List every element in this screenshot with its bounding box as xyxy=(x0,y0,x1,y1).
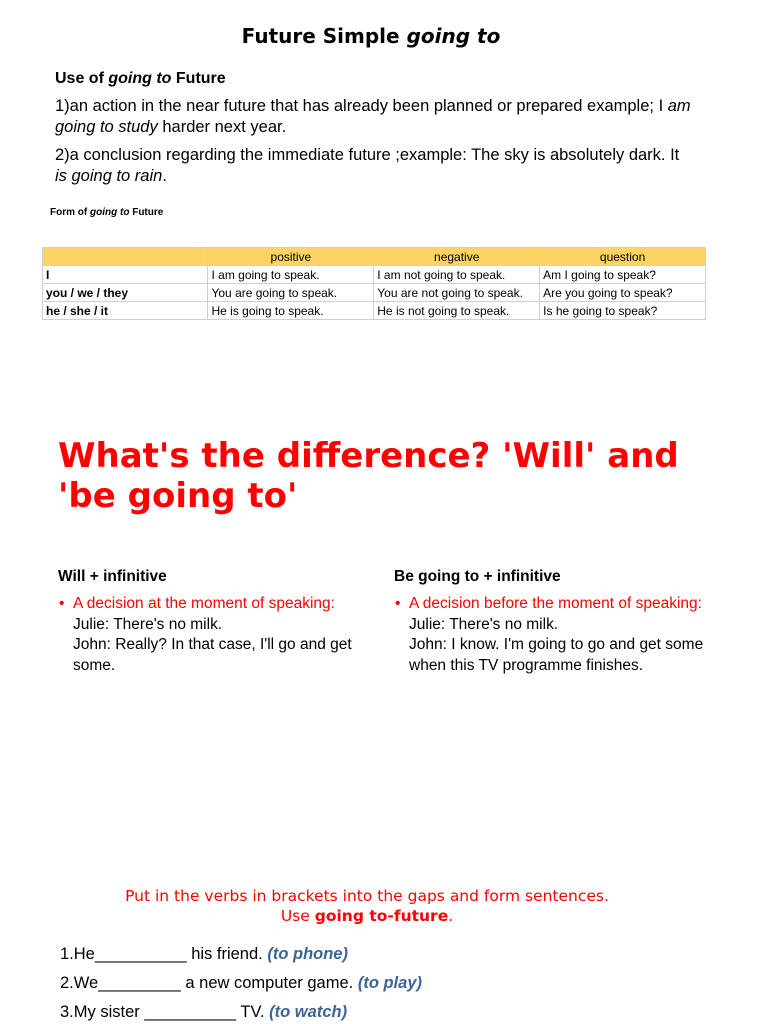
table-cell-pronoun: you / we / they xyxy=(43,284,208,302)
table-header-row xyxy=(43,248,706,266)
table-cell: I am not going to speak. xyxy=(374,266,540,284)
will-explanation xyxy=(59,594,373,676)
table-header-cell: negative xyxy=(374,248,540,266)
use-item-2-pre: 2)a conclusion regarding the immediate future ;example: The sky is absolutely dark. It xyxy=(55,146,680,164)
table-cell: I am going to speak. xyxy=(208,266,374,284)
use-item-2-post: . xyxy=(162,167,167,185)
table-cell: Are you going to speak? xyxy=(540,284,706,302)
going-to-heading: Be going to + infinitive xyxy=(394,568,561,585)
table-cell: He is going to speak. xyxy=(208,302,374,320)
exercise-hint: (to play) xyxy=(357,974,422,992)
use-item-1 xyxy=(55,96,695,138)
exercise-text: 1.He__________ his friend. xyxy=(60,945,263,963)
difference-heading: What's the difference? 'Will' and 'be going to' xyxy=(58,436,679,516)
instruction-line-2-post: . xyxy=(448,907,454,925)
going-to-explanation xyxy=(395,594,709,676)
table-row xyxy=(43,266,706,284)
table-cell: Am I going to speak? xyxy=(540,266,706,284)
table-cell-pronoun: I xyxy=(43,266,208,284)
exercise-text: 3.My sister __________ TV. xyxy=(60,1003,265,1021)
use-item-1-example: am going to study xyxy=(55,97,691,136)
exercise-text: 2.We_________ a new computer game. xyxy=(60,974,354,992)
table-cell: He is not going to speak. xyxy=(374,302,540,320)
use-heading-pre: Use of xyxy=(55,70,104,87)
form-caption xyxy=(50,207,163,218)
table-header-cell: question xyxy=(540,248,706,266)
table-row xyxy=(43,302,706,320)
use-item-1-post: harder next year. xyxy=(162,118,287,136)
exercise-instruction xyxy=(0,886,734,926)
will-dialogue-line-1: Julie: There's no milk. xyxy=(73,615,223,633)
instruction-line-1: Put in the verbs in brackets into the gaps and form sentences. xyxy=(125,887,609,905)
table-header-cell: positive xyxy=(208,248,374,266)
bullet-icon: • xyxy=(395,595,401,612)
going-to-dialogue-line-2: John: I know. I'm going to go and get some when this TV programme finishes. xyxy=(409,636,704,674)
title-italic: going to xyxy=(406,24,501,48)
form-caption-pre: Form of xyxy=(50,207,88,218)
use-heading-post: Future xyxy=(175,70,226,87)
use-item-1-pre: 1)an action in the near future that has already been planned or prepared example; I xyxy=(55,97,664,115)
table-cell: You are going to speak. xyxy=(208,284,374,302)
going-to-point: A decision before the moment of speaking: xyxy=(409,595,702,612)
use-item-2 xyxy=(55,145,695,187)
form-caption-italic: going to xyxy=(90,207,130,218)
table-header-cell xyxy=(43,248,208,266)
use-heading xyxy=(55,68,226,89)
title-main: Future Simple xyxy=(241,24,400,48)
instruction-line-2-bold: going to-future xyxy=(314,907,449,925)
exercise-hint: (to phone) xyxy=(267,945,348,963)
table-cell: Is he going to speak? xyxy=(540,302,706,320)
will-dialogue-line-2: John: Really? In that case, I'll go and get some. xyxy=(73,636,352,674)
will-heading: Will + infinitive xyxy=(58,568,167,585)
instruction-line-2 xyxy=(0,906,734,926)
use-item-2-example: is going to rain xyxy=(55,167,163,185)
use-heading-italic: going to xyxy=(108,70,172,87)
page-title xyxy=(0,24,742,48)
form-caption-post: Future xyxy=(132,207,164,218)
exercise-hint: (to watch) xyxy=(269,1003,348,1021)
conjugation-table xyxy=(42,247,706,320)
will-point: A decision at the moment of speaking: xyxy=(73,595,335,612)
going-to-dialogue-line-1: Julie: There's no milk. xyxy=(409,615,559,633)
exercise-item-2 xyxy=(60,974,422,993)
table-cell-pronoun: he / she / it xyxy=(43,302,208,320)
bullet-icon: • xyxy=(59,595,65,612)
exercise-item-1 xyxy=(60,945,348,964)
instruction-line-2-pre: Use xyxy=(280,907,310,925)
exercise-item-3 xyxy=(60,1003,347,1022)
table-cell: You are not going to speak. xyxy=(374,284,540,302)
table-row xyxy=(43,284,706,302)
